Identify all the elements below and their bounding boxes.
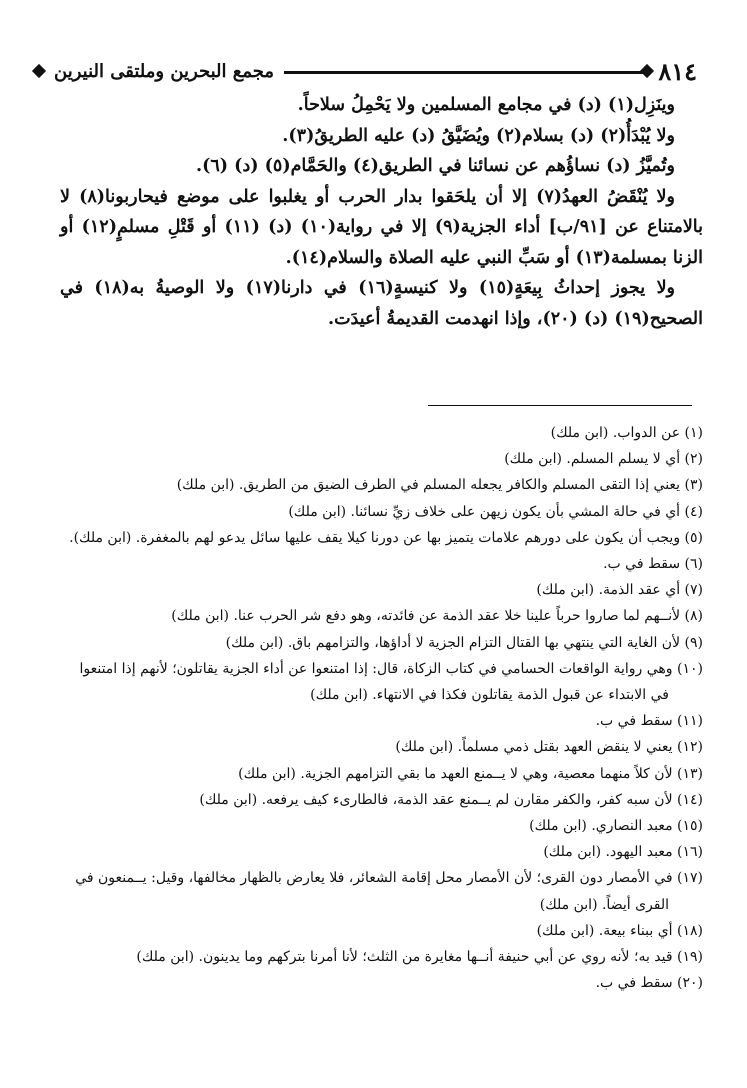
footnote: (١٨) أي ببناء بيعة. (ابن ملك) xyxy=(536,922,703,939)
footnote: (٩) لأن الغاية التي ينتهي بها القتال التزام الجزية لا أداؤها، والتزامهم باق. (ابن ملك) xyxy=(225,634,703,651)
footnote: (١٥) معبد النصاري. (ابن ملك) xyxy=(529,818,703,835)
footnote: (١٦) معبد اليهود. (ابن ملك) xyxy=(543,844,703,861)
footnote: (٥) ويجب أن يكون على دورهم علامات يتميز بها عن دورنا كيلا يقف عليها سائل يدعو لهم بالمغفرة. (ابن ملك). xyxy=(69,529,703,546)
footnote: (١٧) في الأمصار دون القرى؛ لأن الأمصار محل إقامة الشعائر، فلا يعارض بالظهار مخالفها، وقيل: يــمنعون في القرى أيضاً. (ابن ملك) xyxy=(75,870,703,913)
footnote: (٢) أي لا يسلم المسلم. (ابن ملك) xyxy=(504,451,703,468)
footnote: (٧) أي عقد الذمة. (ابن ملك) xyxy=(536,582,703,599)
page-header xyxy=(34,50,697,92)
footnotes xyxy=(60,420,703,996)
main-paragraph: وتُميَّزُ (د) نساؤُهم عن نسائنا في الطريق(٤) والحَمَّام(٥) (د) (٦). xyxy=(196,156,675,176)
footnote: (١) عن الدواب. (ابن ملك) xyxy=(550,425,703,441)
footnote: (٨) لأنــهم لما صاروا حرباً علينا خلا عقد الذمة عن فائدته، وهو دفع شر الحرب عنا. (ابن ملك) xyxy=(171,608,703,625)
footnote: (٤) أي في حالة المشي بأن يكون زيهن على خلاف زيِّ نسائنا. (ابن ملك) xyxy=(288,503,703,520)
footnote: (٣) يعني إذا التقى المسلم والكافر يجعله المسلم في الطرف الضيق من الطريق. (ابن ملك) xyxy=(176,477,703,494)
book-title: مجمع البحرين وملتقى النيرين xyxy=(54,60,275,82)
main-paragraph: ولا يُنْقَضُ العهدُ(٧) إلا أن يلحَقوا بدار الحرب أو يغلبوا على موضع فيحاربونا(٨) لا بالامتناع عن [٩١/ب] أداء الجزية(٩) إلا في رواية(١٠) (د) (١١) أو قَتْلِ مسلمٍ(١٢) أو الزنا بمسلمة(١٣) أو سَبِّ النبي عليه الصلاة والسلام(١٤). xyxy=(60,186,704,268)
main-paragraph: ولا يُبْدَأُ(٢) (د) بسلام(٢) ويُضَيَّقُ (د) عليه الطريقُ(٣). xyxy=(282,125,675,146)
footnote: (١٩) قيد به؛ لأنه روي عن أبي حنيفة أنــها مغايرة من الثلث؛ لأنا أمرنا بتركهم وما يدينون. (ابن ملك) xyxy=(136,949,703,966)
footnote: (١٣) لأن كلاً منهما معصية، وهي لا يــمنع العهد ما بقي التزامهم الجزية. (ابن ملك) xyxy=(238,765,703,782)
main-paragraph: ولا يجوز إحداثُ بِيعَةٍ(١٥) ولا كنيسةٍ(١٦) في دارنا(١٧) ولا الوصيةُ به(١٨) في الصحيح(١٩) (د) (٢٠)، وإذا انهدمت القديمةُ أعيدَت. xyxy=(60,278,703,329)
footnote: (١١) سقط في ب. xyxy=(595,713,703,730)
footnote: (١٤) لأن سبه كفر، والكفر مقارن لم يــمنع عقد الذمة، فالطارىء كيف يرفعه. (ابن ملك) xyxy=(199,791,703,808)
footnote-separator xyxy=(428,405,692,406)
page-number: ٨١٤ xyxy=(658,56,697,86)
footnote: (١٢) يعني لا ينقض العهد بقتل ذمي مسلماً. (ابن ملك) xyxy=(395,739,703,756)
main-paragraph: وينَزِل(١) (د) في مجامع المسلمين ولا يَحْمِلُ سلاحاً. xyxy=(297,95,675,115)
footnote: (٦) سقط في ب. xyxy=(603,556,703,573)
footnote: (١٠) وهي رواية الواقعات الحسامي في كتاب الزكاة، قال: إذا امتنعوا عن أداء الجزية يقاتلون؛ لأنهم إذا امتنعوا في الابتداء عن قبول الذمة يقاتلون فكذا في الانتهاء. (ابن ملك) xyxy=(79,660,703,704)
header-rule xyxy=(284,61,648,81)
main-text xyxy=(60,90,703,334)
diamond-ornament-icon xyxy=(32,64,46,78)
diamond-ornament-icon xyxy=(640,64,654,78)
footnote: (٢٠) سقط في ب. xyxy=(595,975,703,992)
